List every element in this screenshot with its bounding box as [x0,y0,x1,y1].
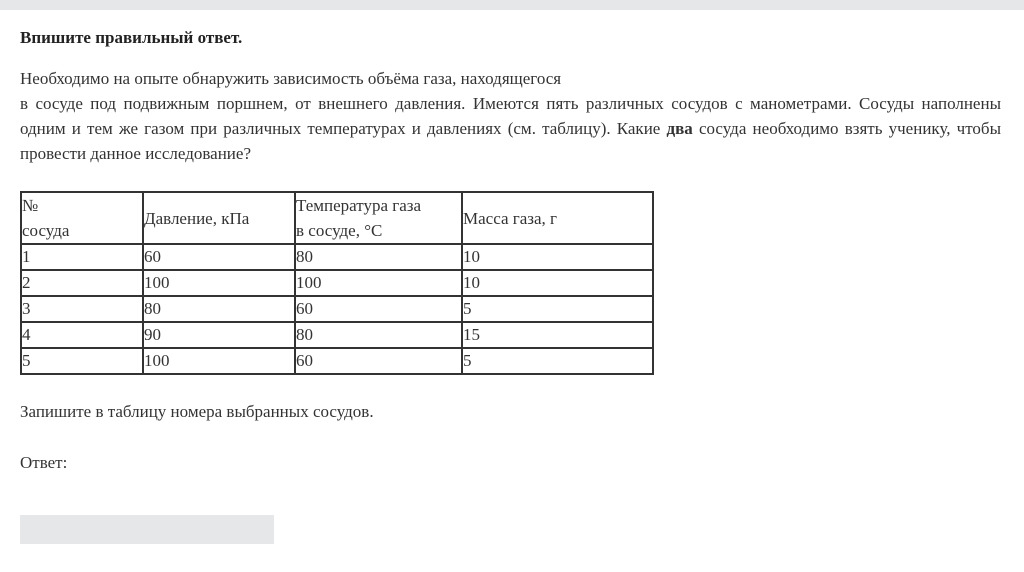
answer-instruction: Запишите в таблицу номера выбранных сосудов. [20,402,374,421]
cell-vessel-number: 1 [21,244,143,270]
header-temperature-line1: Температура газа [296,196,422,215]
cell-temperature: 60 [295,348,462,374]
task-text-line1: Необходимо на опыте обнаружить зависимость объёма газа, находящегося [20,69,562,88]
cell-mass: 15 [462,322,653,348]
table-row [21,270,653,296]
table-row [21,322,653,348]
header-mass: Масса газа, г [462,192,653,244]
answer-label: Ответ: [20,453,68,472]
task-text [20,66,1001,166]
cell-vessel-number: 5 [21,348,143,374]
vessels-table [20,191,654,375]
cell-mass: 10 [462,244,653,270]
header-vessel-number [21,192,143,244]
question-content [20,26,1001,475]
top-bar [0,0,1024,10]
cell-pressure: 80 [143,296,295,322]
cell-pressure: 60 [143,244,295,270]
answer-input[interactable] [20,515,274,544]
table-row [21,348,653,374]
cell-temperature: 60 [295,296,462,322]
header-number-symbol: № [22,196,39,215]
table-row [21,244,653,270]
cell-temperature: 80 [295,244,462,270]
cell-temperature: 100 [295,270,462,296]
cell-mass: 5 [462,296,653,322]
header-temperature [295,192,462,244]
question-instruction: Впишите правильный ответ. [20,28,243,47]
cell-temperature: 80 [295,322,462,348]
cell-mass: 5 [462,348,653,374]
cell-pressure: 100 [143,348,295,374]
cell-pressure: 100 [143,270,295,296]
header-number-word: сосуда [22,221,70,240]
table-header-row [21,192,653,244]
header-temperature-line2: в сосуде, °С [296,221,383,240]
cell-vessel-number: 2 [21,270,143,296]
task-text-after-bold: сосуда необходимо взять ученику, чтобы провести данное исследование? [20,119,1001,163]
cell-pressure: 90 [143,322,295,348]
cell-mass: 10 [462,270,653,296]
header-pressure: Давление, кПа [143,192,295,244]
cell-vessel-number: 4 [21,322,143,348]
cell-vessel-number: 3 [21,296,143,322]
table-row [21,296,653,322]
task-text-before-bold: в сосуде под подвижным поршнем, от внешнего давления. Имеются пять различных сосудов с манометрами. Сосуды наполнены одним и тем же газом при различных температурах и давлениях (см. таблицу). Какие [20,94,1001,138]
task-text-bold: два [666,119,693,138]
